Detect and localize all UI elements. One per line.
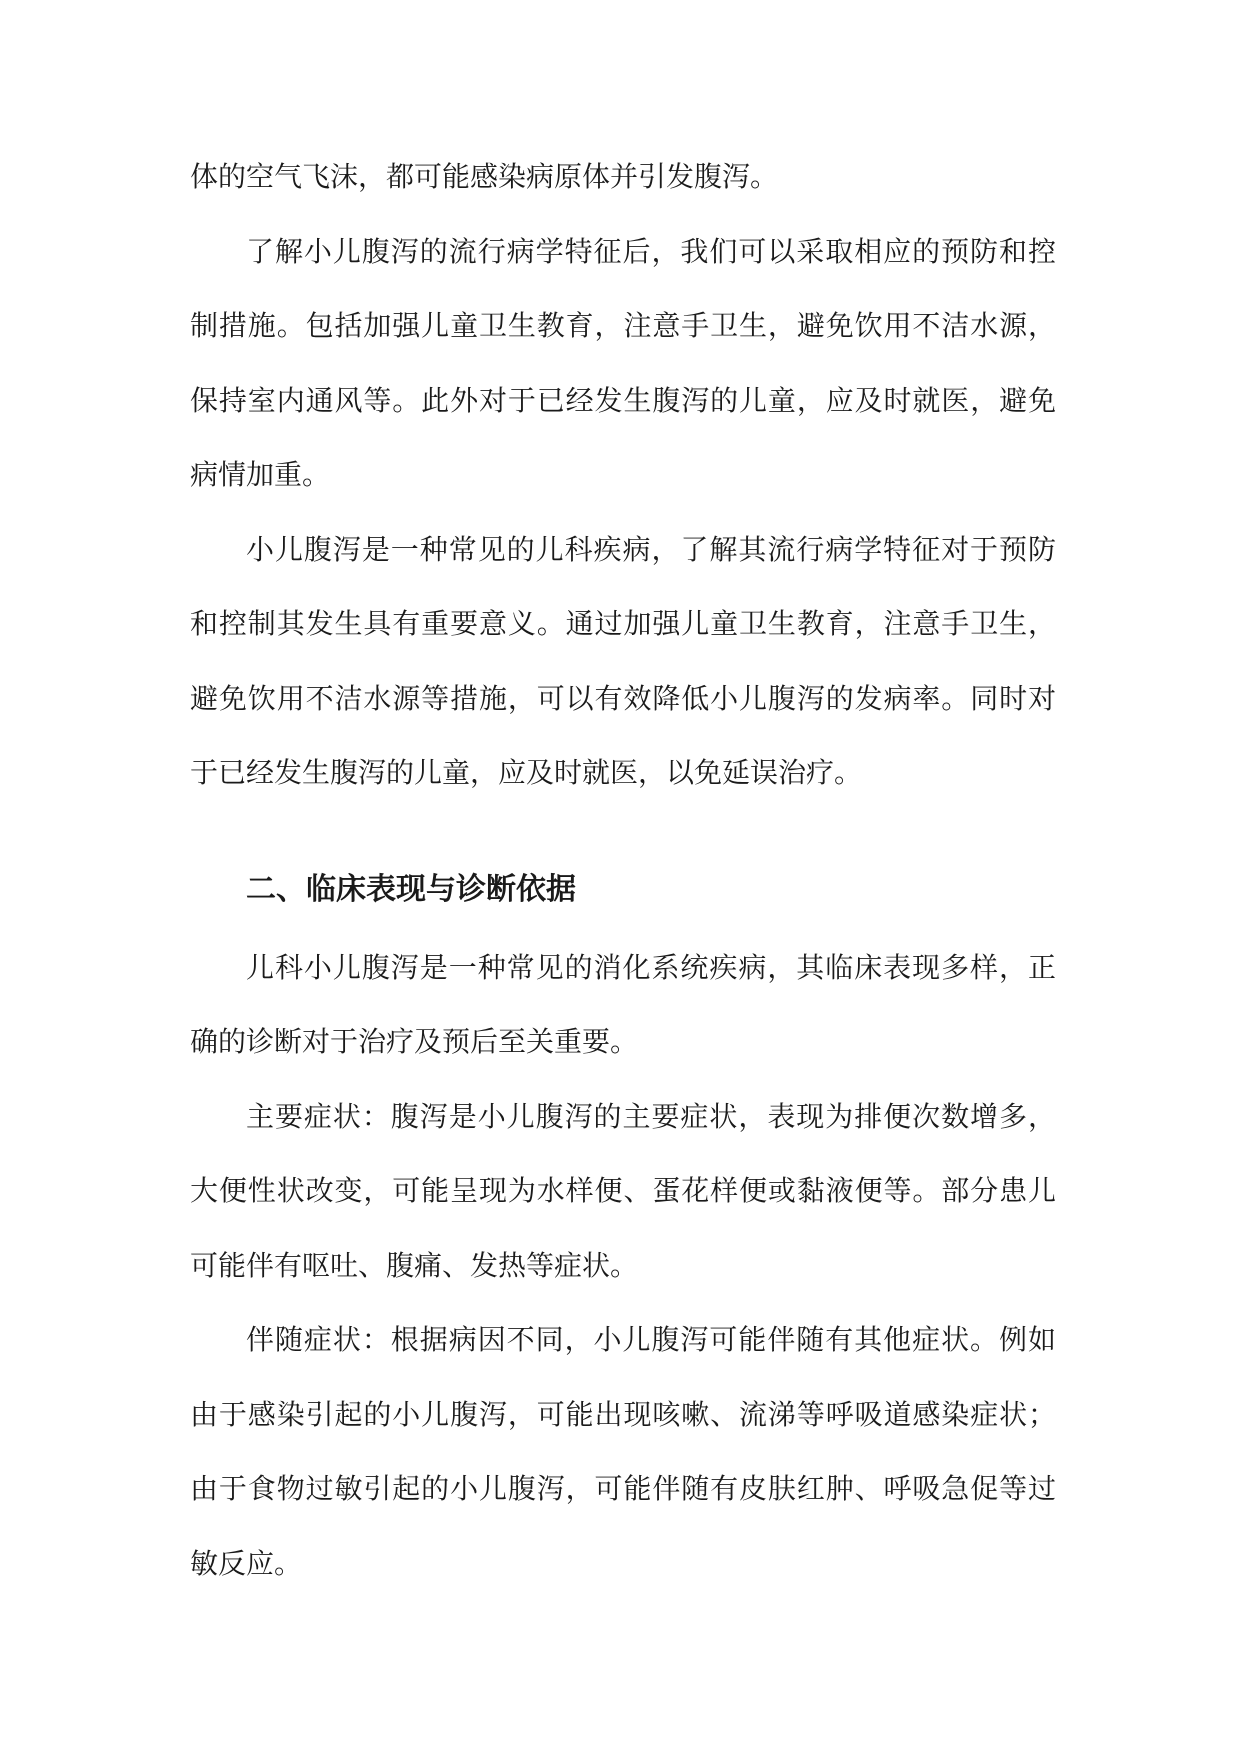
paragraph-intro: 儿科小儿腹泻是一种常见的消化系统疾病，其临床表现多样，正确的诊断对于治疗及预后至关重要。 — [190, 950, 1056, 1058]
paragraph-summary: 小儿腹泻是一种常见的儿科疾病，了解其流行病学特征对于预防和控制其发生具有重要意义。通过加强儿童卫生教育，注意手卫生，避免饮用不洁水源等措施，可以有效降低小儿腹泻的发病率。同时对于已经发生腹泻的儿童，应及时就医，以免延误治疗。 — [190, 532, 1056, 789]
paragraph-accompanying-symptoms: 伴随症状：根据病因不同，小儿腹泻可能伴随有其他症状。例如由于感染引起的小儿腹泻，可能出现咳嗽、流涕等呼吸道感染症状；由于食物过敏引起的小儿腹泻，可能伴随有皮肤红肿、呼吸急促等过敏反应。 — [190, 1323, 1056, 1580]
document-page — [190, 140, 1056, 1601]
paragraph-prevention: 了解小儿腹泻的流行病学特征后，我们可以采取相应的预防和控制措施。包括加强儿童卫生教育，注意手卫生，避免饮用不洁水源，保持室内通风等。此外对于已经发生腹泻的儿童，应及时就医，避免病情加重。 — [190, 234, 1056, 491]
section-heading: 二、临床表现与诊断依据 — [246, 871, 576, 907]
paragraph-main-symptoms: 主要症状：腹泻是小儿腹泻的主要症状，表现为排便次数增多，大便性状改变，可能呈现为水样便、蛋花样便或黏液便等。部分患儿可能伴有呕吐、腹痛、发热等症状。 — [190, 1099, 1056, 1282]
paragraph-continuation: 体的空气飞沫，都可能感染病原体并引发腹泻。 — [190, 160, 779, 193]
